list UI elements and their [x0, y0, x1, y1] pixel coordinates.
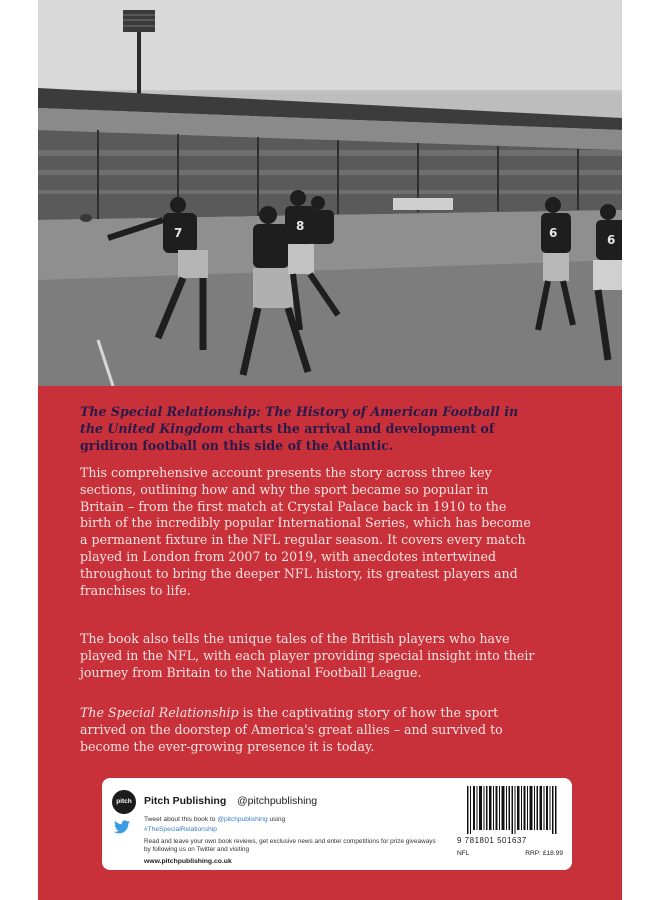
- tweet-handle-link[interactable]: @pitchpublishing: [217, 816, 268, 823]
- book-title: The Special Relationship: The History of American Football in the United Kingdom: [80, 404, 519, 436]
- paragraph-3-title: The Special Relationship: [80, 705, 239, 720]
- svg-text:6: 6: [607, 233, 616, 247]
- photo-illustration: [38, 0, 622, 386]
- publisher-handle[interactable]: @pitchpublishing: [237, 795, 318, 807]
- svg-text:7: 7: [174, 226, 183, 240]
- back-cover: [38, 0, 622, 900]
- website-link[interactable]: www.pitchpublishing.co.uk: [144, 858, 232, 865]
- vintage-football-photo: [38, 0, 622, 386]
- tweet-instruction: [144, 816, 285, 823]
- lead-rest: charts the arrival and development of gridiron football on this side of the Atlantic.: [80, 420, 495, 453]
- publisher-info-box: [102, 778, 572, 870]
- lead-paragraph: [80, 404, 536, 454]
- svg-text:8: 8: [296, 219, 305, 233]
- barcode: [457, 786, 563, 864]
- tweet-prefix: Tweet about this book to: [144, 816, 218, 823]
- publisher-name: Pitch Publishing: [144, 795, 227, 807]
- paragraph-3: [80, 705, 536, 755]
- category-tag: NFL: [457, 850, 470, 857]
- paragraph-1: This comprehensive account presents the story across three key sections, outlining how and why the sport became so popular in Britain – from the first match at Crystal Palace back in 1910 to the birth of the incredibly popular International Series, which has become a permanent fixture in the NFL regular season. It covers every match played in London from 2007 to 2019, with anecdotes intertwined throughout to bring the deeper NFL history, its greatest players and franchises to life.: [80, 465, 531, 598]
- paragraph-2: The book also tells the unique tales of the British players who have played in the NFL, with each player providing special insight into their journey from Britain to the National Football League.: [80, 631, 535, 680]
- price-label: RRP: £18.99: [525, 850, 563, 857]
- reviews-blurb: Read and leave your own book reviews, get exclusive news and enter competitions for prize giveaways by following us on Twitter and visiting: [144, 838, 436, 854]
- svg-text:6: 6: [549, 226, 558, 240]
- twitter-bird-icon: [114, 820, 130, 834]
- isbn-number: 9 781801 501637: [457, 836, 527, 845]
- pitch-logo-icon: pitch: [112, 790, 136, 814]
- paragraph-3-rest: is the captivating story of how the sport arrived on the doorstep of America's great allies – and survived to become the ever-growing presence it is today.: [80, 705, 503, 754]
- tweet-suffix: using: [267, 816, 286, 823]
- hashtag-link[interactable]: #TheSpecialRelationship: [144, 826, 217, 833]
- barcode-bars: [467, 786, 559, 834]
